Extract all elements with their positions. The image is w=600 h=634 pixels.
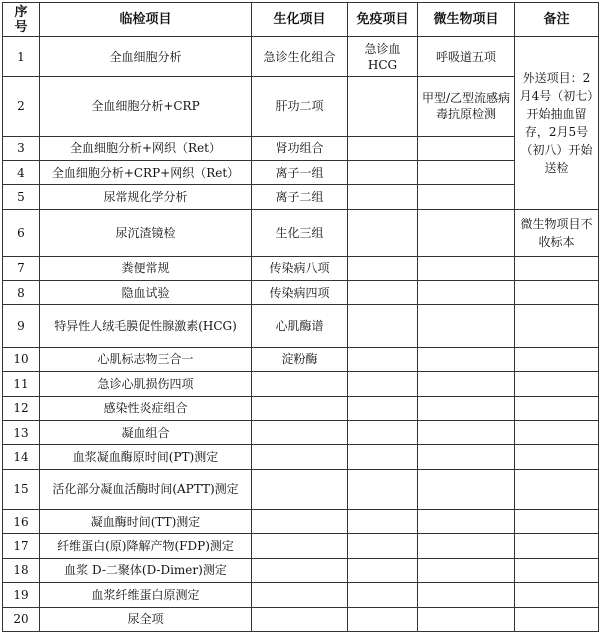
cell-clinical: 凝血组合 [40,420,252,444]
cell-immune [348,280,418,304]
table-row [3,77,599,136]
cell-biochem [252,583,348,607]
cell-immune [348,558,418,582]
header-micro: 微生物项目 [418,3,515,37]
cell-biochem: 肝功二项 [252,77,348,136]
header-seq: 序 号 [3,3,40,37]
cell-seq: 18 [3,558,40,582]
cell-note [515,396,599,420]
cell-clinical: 全血细胞分析+CRP [40,77,252,136]
cell-biochem [252,445,348,469]
table-row [3,280,599,304]
table-row [3,305,599,347]
cell-immune [348,509,418,533]
cell-biochem: 淀粉酶 [252,347,348,371]
cell-micro [418,558,515,582]
table-row [3,372,599,396]
cell-biochem: 急诊生化组合 [252,37,348,77]
cell-micro [418,420,515,444]
cell-micro [418,347,515,371]
table-row [3,534,599,558]
cell-biochem [252,372,348,396]
cell-seq: 16 [3,509,40,533]
cell-clinical: 尿沉渣镜检 [40,209,252,256]
cell-clinical: 全血细胞分析+网织（Ret） [40,136,252,160]
cell-clinical: 特异性人绒毛膜促性腺激素(HCG) [40,305,252,347]
cell-immune [348,161,418,185]
cell-seq: 7 [3,256,40,280]
cell-clinical: 尿全项 [40,607,252,631]
table-row [3,445,599,469]
cell-biochem [252,558,348,582]
cell-clinical: 血浆凝血酶原时间(PT)测定 [40,445,252,469]
cell-biochem [252,607,348,631]
cell-biochem [252,469,348,509]
cell-immune: 急诊血 HCG [348,37,418,77]
cell-seq: 6 [3,209,40,256]
cell-seq: 9 [3,305,40,347]
note-external: 外送项目：2月4号（初七）开始抽血留存，2月5号（初八）开始送检 [515,37,599,210]
cell-note [515,469,599,509]
cell-clinical: 凝血酶时间(TT)测定 [40,509,252,533]
cell-micro [418,161,515,185]
cell-clinical: 粪便常规 [40,256,252,280]
cell-biochem: 传染病八项 [252,256,348,280]
table-row [3,209,599,256]
cell-seq: 3 [3,136,40,160]
cell-immune [348,185,418,209]
table-row [3,469,599,509]
header-clinical: 临检项目 [40,3,252,37]
cell-seq: 19 [3,583,40,607]
cell-clinical: 血浆纤维蛋白原测定 [40,583,252,607]
cell-immune [348,209,418,256]
cell-micro [418,136,515,160]
cell-biochem: 传染病四项 [252,280,348,304]
cell-immune [348,372,418,396]
table-row [3,136,599,160]
cell-seq: 13 [3,420,40,444]
cell-note [515,256,599,280]
cell-immune [348,396,418,420]
cell-immune [348,469,418,509]
cell-note [515,347,599,371]
cell-seq: 2 [3,77,40,136]
header-row [3,3,599,37]
table-row [3,583,599,607]
cell-immune [348,607,418,631]
table-row [3,256,599,280]
cell-note [515,372,599,396]
cell-seq: 5 [3,185,40,209]
table-row [3,420,599,444]
cell-micro [418,509,515,533]
cell-note [515,607,599,631]
cell-biochem [252,396,348,420]
cell-biochem: 生化三组 [252,209,348,256]
cell-note [515,305,599,347]
table-row [3,607,599,631]
cell-micro: 甲型/乙型流感病毒抗原检测 [418,77,515,136]
cell-seq: 15 [3,469,40,509]
cell-immune [348,347,418,371]
table-row [3,347,599,371]
cell-immune [348,534,418,558]
header-note: 备注 [515,3,599,37]
cell-note [515,583,599,607]
cell-clinical: 活化部分凝血活酶时间(APTT)测定 [40,469,252,509]
cell-micro [418,534,515,558]
header-immune: 免疫项目 [348,3,418,37]
cell-clinical: 急诊心肌损伤四项 [40,372,252,396]
cell-immune [348,136,418,160]
cell-note [515,534,599,558]
cell-biochem: 离子一组 [252,161,348,185]
cell-micro: 呼吸道五项 [418,37,515,77]
cell-micro [418,445,515,469]
cell-micro [418,583,515,607]
cell-biochem: 肾功组合 [252,136,348,160]
table-row [3,509,599,533]
cell-clinical: 心肌标志物三合一 [40,347,252,371]
cell-seq: 17 [3,534,40,558]
cell-seq: 12 [3,396,40,420]
cell-seq: 11 [3,372,40,396]
cell-micro [418,256,515,280]
cell-clinical: 血浆 D-二聚体(D-Dimer)测定 [40,558,252,582]
cell-note [515,280,599,304]
table-row [3,185,599,209]
header-biochem: 生化项目 [252,3,348,37]
cell-seq: 1 [3,37,40,77]
cell-note [515,420,599,444]
cell-biochem: 心肌酶谱 [252,305,348,347]
table-row [3,37,599,77]
table-row [3,558,599,582]
cell-clinical: 尿常规化学分析 [40,185,252,209]
cell-immune [348,256,418,280]
cell-micro [418,372,515,396]
cell-biochem [252,509,348,533]
cell-note [515,445,599,469]
lab-items-table [2,2,599,632]
cell-immune [348,77,418,136]
cell-biochem [252,534,348,558]
cell-micro [418,305,515,347]
note-micro: 微生物项目不收标本 [515,209,599,256]
cell-micro [418,185,515,209]
table-row [3,161,599,185]
cell-immune [348,445,418,469]
cell-clinical: 全血细胞分析 [40,37,252,77]
cell-note [515,558,599,582]
cell-immune [348,583,418,607]
cell-micro [418,607,515,631]
cell-seq: 8 [3,280,40,304]
cell-biochem [252,420,348,444]
cell-note [515,509,599,533]
cell-seq: 4 [3,161,40,185]
cell-micro [418,209,515,256]
cell-seq: 10 [3,347,40,371]
cell-biochem: 离子二组 [252,185,348,209]
cell-clinical: 隐血试验 [40,280,252,304]
cell-immune [348,420,418,444]
cell-clinical: 全血细胞分析+CRP+网织（Ret） [40,161,252,185]
cell-seq: 14 [3,445,40,469]
cell-micro [418,396,515,420]
cell-micro [418,280,515,304]
cell-micro [418,469,515,509]
cell-seq: 20 [3,607,40,631]
table-row [3,396,599,420]
cell-clinical: 纤维蛋白(原)降解产物(FDP)测定 [40,534,252,558]
cell-immune [348,305,418,347]
cell-clinical: 感染性炎症组合 [40,396,252,420]
